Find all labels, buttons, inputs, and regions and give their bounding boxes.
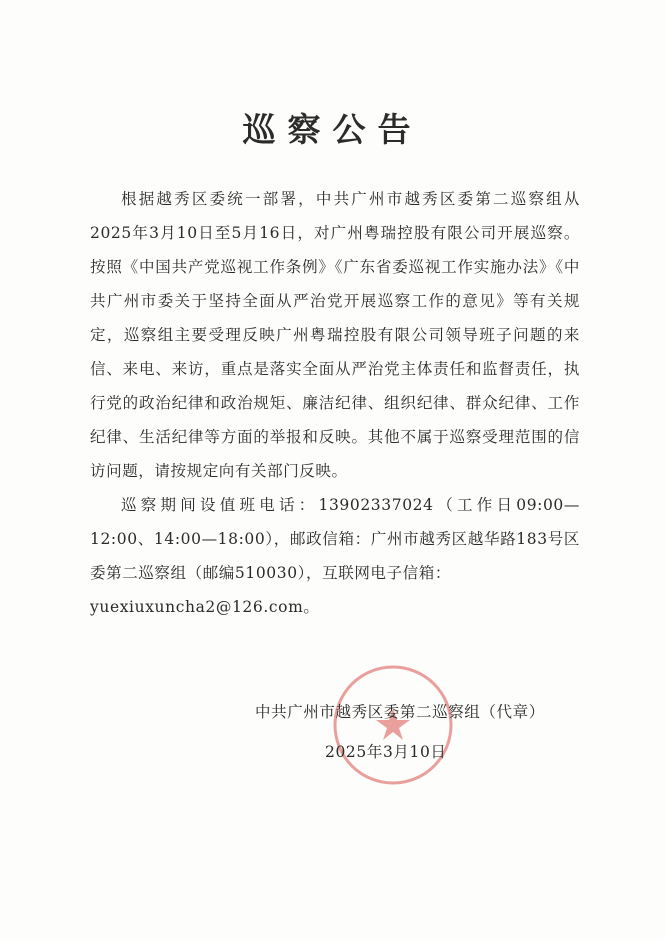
signature-org: 中共广州市越秀区委第二巡察组（代章） [255, 703, 545, 721]
paragraph-contact: 巡察期间设值班电话：13902337024（工作日09:00—12:00、14:00—18:00），邮政信箱：广州市越秀区越华路183号区委第二巡察组（邮编510030），互联网电子信箱： [90, 496, 580, 582]
signature-date: 2025年3月10日 [325, 743, 447, 761]
paragraph-main: 根据越秀区委统一部署，中共广州市越秀区委第二巡察组从2025年3月10日至5月16日，对广州粤瑞控股有限公司开展巡察。按照《中国共产党巡视工作条例》《广东省委巡视工作实施办法》《中共广州市委关于坚持全面从严治党开展巡察工作的意见》等有关规定，巡察组主要受理反映广州粤瑞控股有限公司领导班子问题的来信、来电、来访，重点是落实全面从严治党主体责任和监督责任，执行党的政治纪律和政治规矩、廉洁纪律、组织纪律、群众纪律、工作纪律、生活纪律等方面的举报和反映。其他不属于巡察受理范围的信访问题，请按规定向有关部门反映。 [90, 190, 580, 480]
contact-email: yuexiuxuncha2@126.com。 [90, 598, 320, 616]
official-seal-icon [328, 660, 458, 790]
document-body [90, 182, 580, 624]
document-title: 巡察公告 [242, 110, 423, 149]
